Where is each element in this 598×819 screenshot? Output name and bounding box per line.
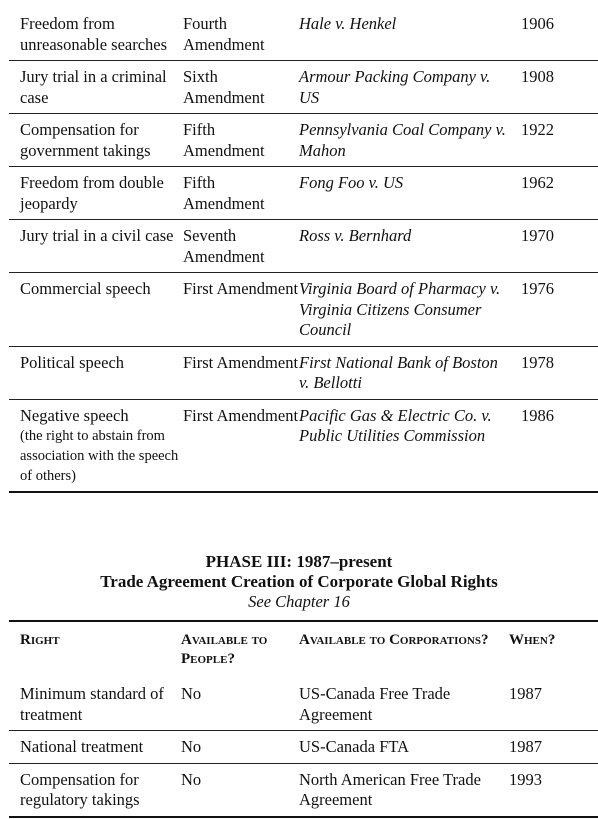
- right-cell: Commercial speech: [20, 279, 151, 298]
- corporations-cell: North American Free Trade Agreement: [299, 769, 481, 809]
- year-cell: 1986: [521, 405, 554, 425]
- table-row: [9, 8, 598, 61]
- year-cell: 1908: [521, 67, 554, 86]
- rights-table-phase-iii: [9, 620, 598, 818]
- people-cell: No: [181, 769, 202, 789]
- phase-subtitle: Trade Agreement Creation of Corporate Global Rights: [100, 572, 498, 591]
- right-cell: Compensation for regulatory takings: [20, 769, 140, 809]
- right-cell: [9, 399, 183, 492]
- year-cell: 1906: [521, 14, 554, 33]
- people-cell: No: [181, 684, 202, 703]
- phase-title: PHASE III: 1987–present: [205, 552, 393, 571]
- table-row: [9, 678, 598, 731]
- amendment-cell: First Amendment: [183, 279, 299, 298]
- case-cell: Virginia Board of Pharmacy v. Virginia Citizens Consumer Council: [299, 279, 501, 339]
- amendment-cell: Seventh Amendment: [183, 226, 265, 266]
- header-when: When?: [509, 632, 556, 648]
- right-note: (the right to abstain from association with the speech of others): [20, 428, 179, 484]
- when-cell: 1993: [509, 769, 542, 789]
- header-available-to-people: Available to People?: [181, 632, 268, 667]
- case-cell: First National Bank of Boston v. Bellotti: [299, 352, 498, 392]
- right-cell: Political speech: [20, 352, 125, 372]
- case-cell: Fong Foo v. US: [299, 173, 404, 192]
- table-row: [9, 273, 598, 347]
- table-row: [9, 399, 598, 492]
- amendment-cell: Fourth Amendment: [183, 14, 265, 54]
- year-cell: 1978: [521, 352, 554, 372]
- year-cell: 1962: [521, 173, 554, 192]
- amendment-cell: Sixth Amendment: [183, 67, 265, 107]
- right-cell: Jury trial in a civil case: [20, 226, 174, 245]
- corporations-cell: US-Canada FTA: [299, 737, 410, 756]
- year-cell: 1976: [521, 279, 554, 298]
- table-row: [9, 114, 598, 167]
- when-cell: 1987: [509, 737, 542, 756]
- year-cell: 1970: [521, 226, 554, 245]
- case-cell: Ross v. Bernhard: [299, 226, 412, 245]
- right-cell: Jury trial in a criminal case: [20, 67, 167, 107]
- case-cell: Pacific Gas & Electric Co. v. Public Utilities Commission: [299, 405, 492, 445]
- year-cell: 1922: [521, 120, 554, 139]
- header-available-to-corporations: Available to Corporations?: [299, 632, 489, 648]
- rights-table-phase-ii: [9, 8, 598, 493]
- people-cell: No: [181, 737, 202, 756]
- right-cell: Freedom from unreasonable searches: [20, 14, 168, 54]
- header-right: Right: [20, 632, 60, 648]
- corporations-cell: US-Canada Free Trade Agreement: [299, 684, 451, 724]
- right-cell: National treatment: [20, 737, 144, 756]
- amendment-cell: First Amendment: [183, 352, 299, 372]
- amendment-cell: First Amendment: [183, 405, 299, 425]
- case-cell: Armour Packing Company v. US: [299, 67, 491, 107]
- amendment-cell: Fifth Amendment: [183, 120, 265, 160]
- phase-note: See Chapter 16: [248, 592, 350, 611]
- case-cell: Pennsylvania Coal Company v. Mahon: [299, 120, 506, 160]
- table-row: [9, 731, 598, 764]
- table-row: [9, 763, 598, 817]
- table-row: [9, 167, 598, 220]
- amendment-cell: Fifth Amendment: [183, 173, 265, 213]
- right-cell: Freedom from double jeopardy: [20, 173, 164, 213]
- case-cell: Hale v. Henkel: [299, 14, 397, 33]
- when-cell: 1987: [509, 684, 542, 703]
- phase-heading: [0, 552, 598, 611]
- right-cell: Minimum standard of treatment: [20, 684, 164, 724]
- right-label: Negative speech: [20, 405, 129, 425]
- table-header-row: [9, 621, 598, 678]
- right-cell: Compensation for government takings: [20, 120, 151, 160]
- table-row: [9, 220, 598, 273]
- table-row: [9, 346, 598, 399]
- table-row: [9, 61, 598, 114]
